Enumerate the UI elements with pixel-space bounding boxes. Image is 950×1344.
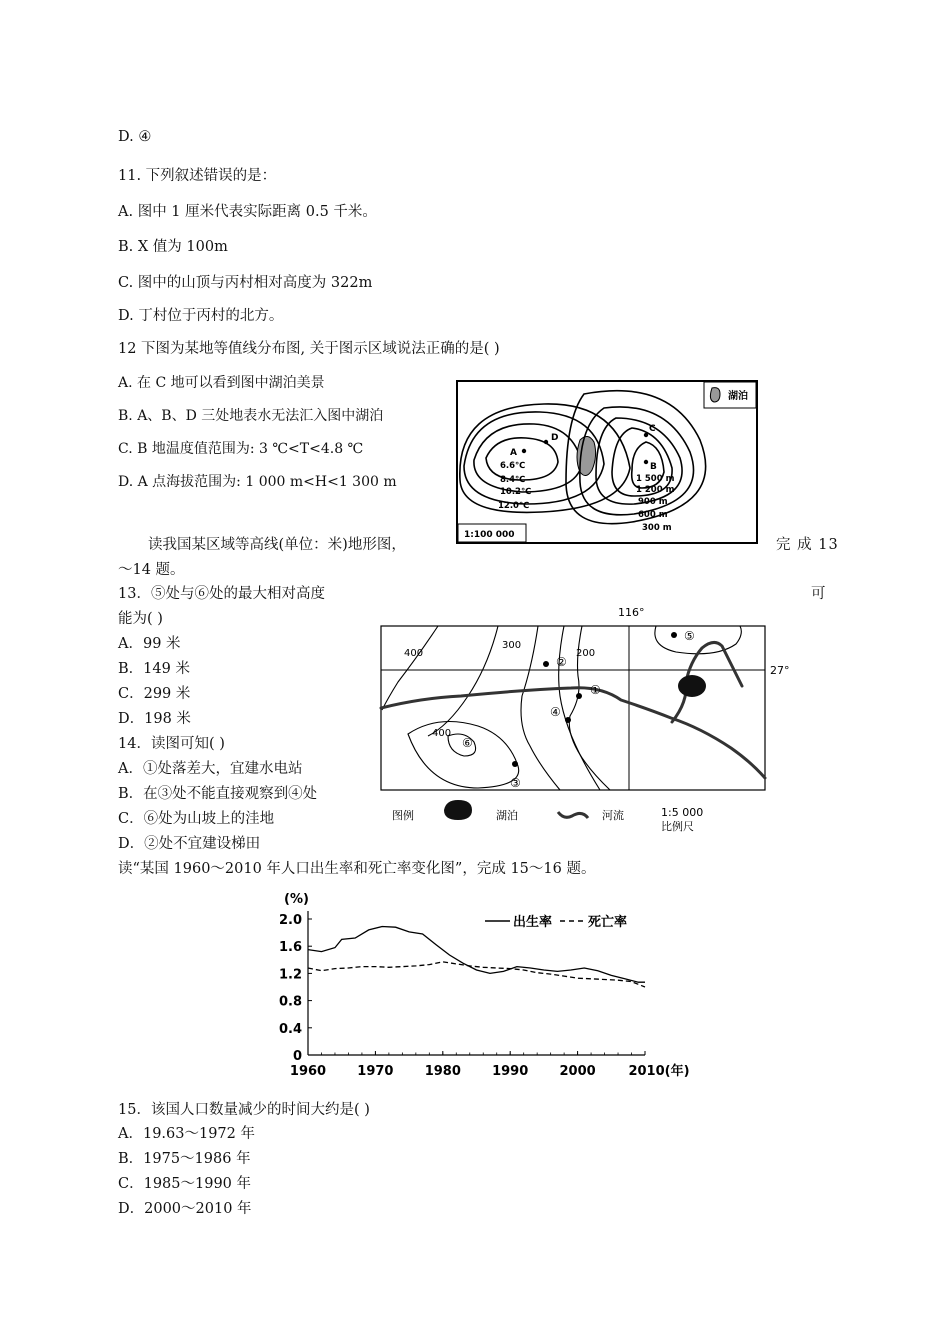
temp-label: 8.4℃	[500, 475, 526, 485]
chart-ylabel: (%)	[284, 892, 309, 907]
height-label: 300 m	[642, 523, 672, 533]
death-rate-line	[308, 962, 645, 987]
scale-value: 1:5 000	[661, 806, 704, 819]
q13-option-b: B．149 米	[118, 661, 190, 677]
x-tick-label: 1980	[424, 1064, 461, 1079]
intro-15-16: 读“某国 1960～2010 年人口出生率和死亡率变化图”，完成 15～16 题。	[118, 861, 596, 877]
q11-option-a: A. 图中 1 厘米代表实际距离 0.5 千米。	[118, 204, 377, 220]
legend-title: 图例	[392, 809, 414, 822]
contour-label: 300	[502, 640, 522, 651]
lake-legend-icon	[710, 388, 720, 402]
marker-5: ⑤	[684, 629, 695, 643]
scale-label: 1:100 000	[464, 530, 515, 540]
legend-lake-label: 湖泊	[728, 391, 748, 402]
q15-option-a: A．19.63～1972 年	[118, 1126, 255, 1142]
population-rate-chart	[270, 885, 690, 1095]
q10-option-d: D. ④	[118, 129, 152, 145]
temp-label: 12.0℃	[498, 501, 530, 511]
q15-option-d: D．2000～2010 年	[118, 1201, 252, 1217]
contour-map-figure	[378, 604, 798, 834]
y-tick-label: 0.8	[278, 994, 302, 1010]
y-tick-label: 0.4	[278, 1021, 302, 1037]
legend-river-label: 河流	[602, 809, 624, 822]
q11-stem: 11. 下列叙述错误的是：	[118, 168, 277, 184]
q11-option-b: B. X 值为 100m	[118, 239, 228, 255]
point-a: A	[510, 448, 517, 458]
intro-13-14-tail: 完 成 13	[776, 537, 839, 553]
marker-3: ③	[510, 776, 521, 790]
point-d: D	[551, 433, 559, 443]
y-tick-label: 2.0	[278, 913, 302, 928]
latitude-label: 27°	[770, 664, 790, 677]
q15-option-c: C．1985～1990 年	[118, 1176, 252, 1192]
river-legend-icon	[558, 812, 588, 818]
q14-stem: 14．读图可知( )	[118, 736, 225, 752]
q13-option-a: A．99 米	[118, 636, 181, 652]
intro-13-14-line2: ～14 题。	[118, 562, 185, 578]
marker-6: ⑥	[462, 736, 473, 750]
marker-4: ④	[550, 705, 561, 719]
height-label: 1 200 m	[636, 485, 675, 495]
q13-stem-line2: 能为( )	[118, 611, 163, 627]
x-tick-label: 2000	[559, 1064, 596, 1079]
marker-2: ②	[556, 655, 567, 669]
temp-label: 10.2℃	[500, 487, 532, 497]
q12-option-d: D. A 点海拔范围为: 1 000 m<H<1 300 m	[118, 474, 397, 490]
height-label: 600 m	[638, 510, 668, 520]
lake-legend-icon	[444, 800, 472, 820]
q12-stem: 12 下图为某地等值线分布图, 关于图示区域说法正确的是( )	[118, 341, 500, 357]
legend-death-label: 死亡率	[588, 915, 628, 930]
q15-option-b: B．1975～1986 年	[118, 1151, 251, 1167]
legend-lake-label: 湖泊	[496, 809, 518, 822]
q13-option-d: D．198 米	[118, 711, 191, 727]
legend-birth-label: 出生率	[513, 915, 553, 930]
q14-option-a: A．①处落差大，宜建水电站	[118, 761, 303, 777]
y-tick-label: 0	[292, 1049, 302, 1064]
intro-13-14: 读我国某区域等高线(单位：米)地形图，	[148, 537, 406, 553]
point-b: B	[650, 462, 657, 472]
x-tick-label: 1990	[492, 1064, 529, 1079]
q12-option-c: C. B 地温度值范围为: 3 ℃<T<4.8 ℃	[118, 441, 364, 457]
q14-option-b: B．在③处不能直接观察到④处	[118, 786, 318, 802]
point-c: C	[649, 424, 656, 434]
lake-shape	[678, 675, 706, 697]
q12-option-a: A. 在 C 地可以看到图中湖泊美景	[118, 375, 325, 391]
x-tick-label: 1970	[357, 1064, 394, 1079]
y-tick-label: 1.6	[278, 940, 302, 956]
q15-stem: 15．该国人口数量减少的时间大约是( )	[118, 1102, 370, 1118]
temp-label: 6.6℃	[500, 461, 526, 471]
q14-option-d: D．②处不宜建设梯田	[118, 836, 261, 852]
x-tick-label: 2010(年)	[628, 1064, 690, 1079]
q11-option-d: D. 丁村位于丙村的北方。	[118, 308, 284, 324]
q13-stem-tail: 可	[811, 586, 826, 602]
marker-1: ①	[590, 683, 601, 697]
contour-label: 400	[404, 648, 424, 659]
isoline-map-figure	[456, 380, 758, 544]
q13-stem: 13．⑤处与⑥处的最大相对高度	[118, 586, 325, 602]
scale-label: 比例尺	[661, 820, 694, 833]
contour-label: 200	[576, 648, 596, 659]
contour-label: 400	[432, 728, 452, 739]
q14-option-c: C．⑥处为山坡上的洼地	[118, 811, 275, 827]
longitude-label: 116°	[618, 606, 645, 619]
x-tick-label: 1960	[289, 1064, 327, 1079]
height-label: 1 500 m	[636, 474, 675, 484]
height-label: 900 m	[638, 497, 668, 507]
q12-option-b: B. A、B、D 三处地表水无法汇入图中湖泊	[118, 408, 384, 424]
y-tick-label: 1.2	[278, 967, 302, 983]
birth-rate-line	[308, 927, 645, 983]
q13-option-c: C．299 米	[118, 686, 191, 702]
q11-option-c: C. 图中的山顶与丙村相对高度为 322m	[118, 275, 373, 291]
